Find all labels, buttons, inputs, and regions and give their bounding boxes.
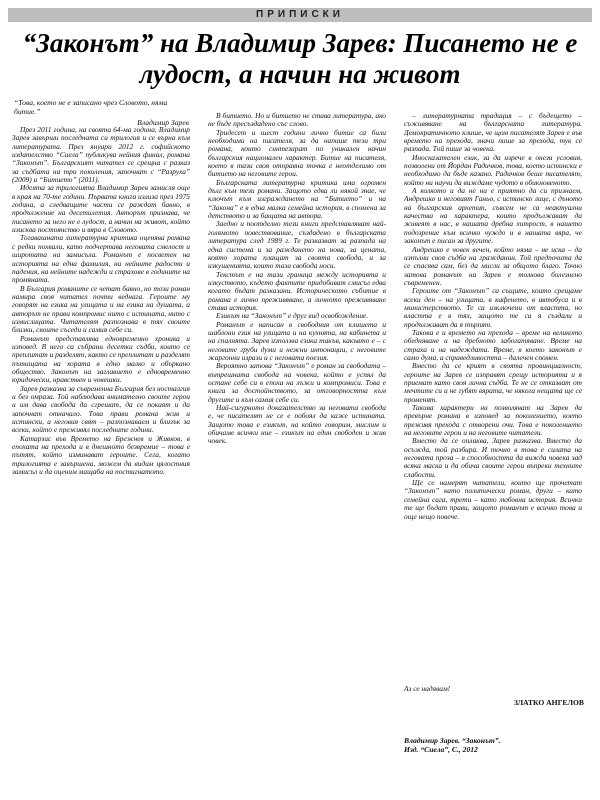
closing-line: Аз се надявам! bbox=[404, 684, 451, 693]
article-column-3 bbox=[404, 112, 582, 582]
book-reference-publisher: Изд. “Сиела”, С., 2012 bbox=[404, 745, 478, 754]
paragraph: – литературната традиция – с бъдещето – съживяване на българската литература. Демократичното клише, че щом писателят Зарев е във времето на прехода, значи пише за прехода, тук се разпада. Той пише за човека. bbox=[404, 112, 582, 154]
article-column-1 bbox=[12, 126, 190, 786]
paragraph: Героите от “Законът” са същите, които срещаме всеки ден – на улицата, в кафенето, в автобуса и в министерството. Те са изключени от властта, но властта е в тях, защото те са я създали и продължават да я търпят. bbox=[404, 286, 582, 329]
paragraph: Вместо да се оплаква, Зарев разказва. Вместо да осъжда, той разбира. И точно в това е силата на неговата проза – в способността да вижда човека зад всяка маска и да обича своите герои въпреки техните слабости. bbox=[404, 436, 582, 479]
book-reference bbox=[404, 736, 584, 754]
paragraph: Заедно и поотделно тези книги представляват най-голямото повествование, създадено в българската литература след 1989 г. Те разказват за разпада на една система и за раждането на нова, за цената, която хората плащат за своята свобода, и за изкушенията, които тази свобода носи. bbox=[208, 219, 386, 271]
paragraph: Тогавашната литературна критика оценява романа с редки похвали, като подчертава неговата смелост и широтата на замисъла. Романът е посветен на историята на една фамилия, на нейните радости и падения, на нейните надежди и страхове в годините на промяната. bbox=[12, 233, 190, 285]
paragraph: Ще се намерят читатели, които ще прочетат “Законът” като политически роман, други – като семейна сага, трети – като любовна история. Всички те ще бъдат прави, защото романът е всичко това и още нещо повече. bbox=[404, 478, 582, 521]
paragraph: А колкото и да не ни е приятно да си признаем, Андрешко и неговият Ганьо, с истинско лице, с дъното на българския архетип, съвсем не са неактуални качества на характера, които продължават да живеят в нас, в нашата дребна хитрост, в нашето подозрение към всичко чуждо и в нашата вяра, че законът е писан за другите. bbox=[404, 186, 582, 246]
paragraph: Българската литературна критика има огромен дълг към тези романи. Защото едва ли някой знае, че ключът към изграждането на “Битието” и на “Закона” е в една малка семейна история, в спомена за детството и за бащата на автора. bbox=[208, 177, 386, 221]
paragraph: Идеята за трилогията Владимир Зарев замисля още в края на 70-те години. Първата книга излиза през 1975 година, а следващите части се раждат бавно, в продължение на десетилетия. Авторът признава, че писането за него не е лудост, а начин на живот, който изисква постоянство и вяра в Словото. bbox=[12, 183, 190, 235]
paragraph: В България романите се четат бавно, но този роман намира своя читател почти веднага. Героите му говорят на езика на улицата и на езика на душата, а авторът не прави компромис нито с истината, нито с измислицата. Читателят разпознава в тях своите близки, своите съседи и самия себе си. bbox=[12, 283, 190, 335]
paragraph: Андрешко е човек вечен, който няма – не иска – да изпълни своя съдба на гражданин. Той предпочита да се спасява сам, без да мисли за общото благо. Точно затова романът на Зарев е толкова болезнено съвременен. bbox=[404, 244, 582, 287]
author-signature: ЗЛАТКО АНГЕЛОВ bbox=[513, 698, 584, 707]
article-headline: “Законът” на Владимир Зарев: Писането не е лудост, а начин на живот bbox=[22, 28, 578, 89]
paragraph: Вероятно затова “Законът” е роман за свободата – вътрешната свобода на човека, който е успял да остане себе си в епоха на лъжи и компромиси. Това е книга за достойнството, за отговорността към другите и към самия себе си. bbox=[208, 361, 386, 404]
paragraph: Такова е и времето на прехода – време на великото обедняване и на дребното забогатяване. Време на страха и на надеждата. Време, в което законът е само дума, а справедливостта – далечен спомен. bbox=[404, 327, 582, 362]
paragraph: През 2011 година, на своята 64-ма година, Владимир Зарев завърши последната си трилогия и се върна към литературата. През януари 2012 г. софийското издателство “Сиела” публикува нейния финал, романа “Законът”. Българският читател се срещна с разказ за съдбата на три поколения, започнат с “Разруха” (2009) и “Битието” (2011). bbox=[12, 126, 190, 185]
paragraph: Текстът е на тази граница между историята и изкуството, където фактите придобиват смисъл едва когато бъдат разказани. Историческото събитие в романа е лично преживяване, а личното преживяване става история. bbox=[208, 269, 386, 312]
paragraph: Романът представлява едновременно хроника и изповед. В него са събрани десетки съдби, които се преплитат и разделят, както се преплитат и разделят пътищата на хората в едно малко и объркано общество. Законът на заглавието е едновременно юридически, нравствен и човешки. bbox=[12, 333, 190, 385]
epigraph-author: Владимир Зарев bbox=[137, 118, 189, 127]
paragraph: Най-сигурното доказателство за неговата свобода е, че писателят не се е побоял да каже истината. Защото това е езикът, на който говорим, мислим и обичаме всички ние – езикът на един свободен и жив човек. bbox=[208, 403, 386, 446]
paragraph: Тридесет и шест години лично битие са били необходими на писателя, за да напише тези три романа, които синтезират по уникален начин българския национален характер. Битие на писателя, което в тази своя отправна точка е неотделимо от битието на неговите герои. bbox=[208, 127, 386, 179]
epigraph bbox=[14, 98, 189, 127]
book-reference-title: Владимир Зарев. “Законът”. bbox=[404, 736, 501, 745]
paragraph: Иносказателен език, за да изрече в онези условия, позволени от Йордан Радичков, това, което истински е необходимо да бъде казано. Радичков беше писателят, който ни научи да виждаме чудото в обикновеното. bbox=[404, 152, 582, 187]
paragraph: Вместо да се крият в своята провинциалност, героите на Зарев се изправят срещу историята и я приемат като своя лична съдба. Те не се отказват от мечтите си и не губят вярата, че някога нещата ще се променят. bbox=[404, 361, 582, 404]
paragraph: В битието. Но и битието не става литература, ако не бъде пресъздадено със слово. bbox=[208, 112, 386, 129]
epigraph-text: “Това, което не е записано чрез Словото, няма битие.” bbox=[14, 98, 168, 116]
paragraph: Езикът на “Законът” е друг вид освобождение. bbox=[216, 311, 369, 321]
paragraph: Зарев разказва за съвременна България без носталгия и без омраза. Той наблюдава внимателно своите герои и им дава свобода да сгрешат, да се покаят и да започнат отначало. Това прави романа жив и истински, а неговия свят – разпознаваем и близък за всеки, който е преживял последните години. bbox=[12, 383, 190, 435]
paragraph: Романът е написан в свободния от клишета и шаблони език на улицата и на кухнята, на кабинета и на спалнята. Зарев използва езика такъв, какъвто е – с неговите груби думи и нежни интонации, с неговите жаргонни изрази и с неговата поезия. bbox=[208, 319, 386, 362]
paragraph: Катарзис във Времето на Брежнев и Живков, в епохата на прехода и в днешното безвремие – това е пътят, който изминават героите. Сега, когато трилогията е завършена, можем да видим цялостния замисъл и да оценим мащаба на постигнатото. bbox=[12, 433, 190, 477]
paragraph: Такива характери ни позволяват на Зарев да превърне романа в изповед за поколението, което преживя прехода с отворени очи. Това е поколението на неговите герои и на неговите читатели. bbox=[404, 403, 582, 438]
section-rubric: ПРИПИСКИ bbox=[8, 8, 592, 22]
article-column-2 bbox=[208, 112, 386, 786]
